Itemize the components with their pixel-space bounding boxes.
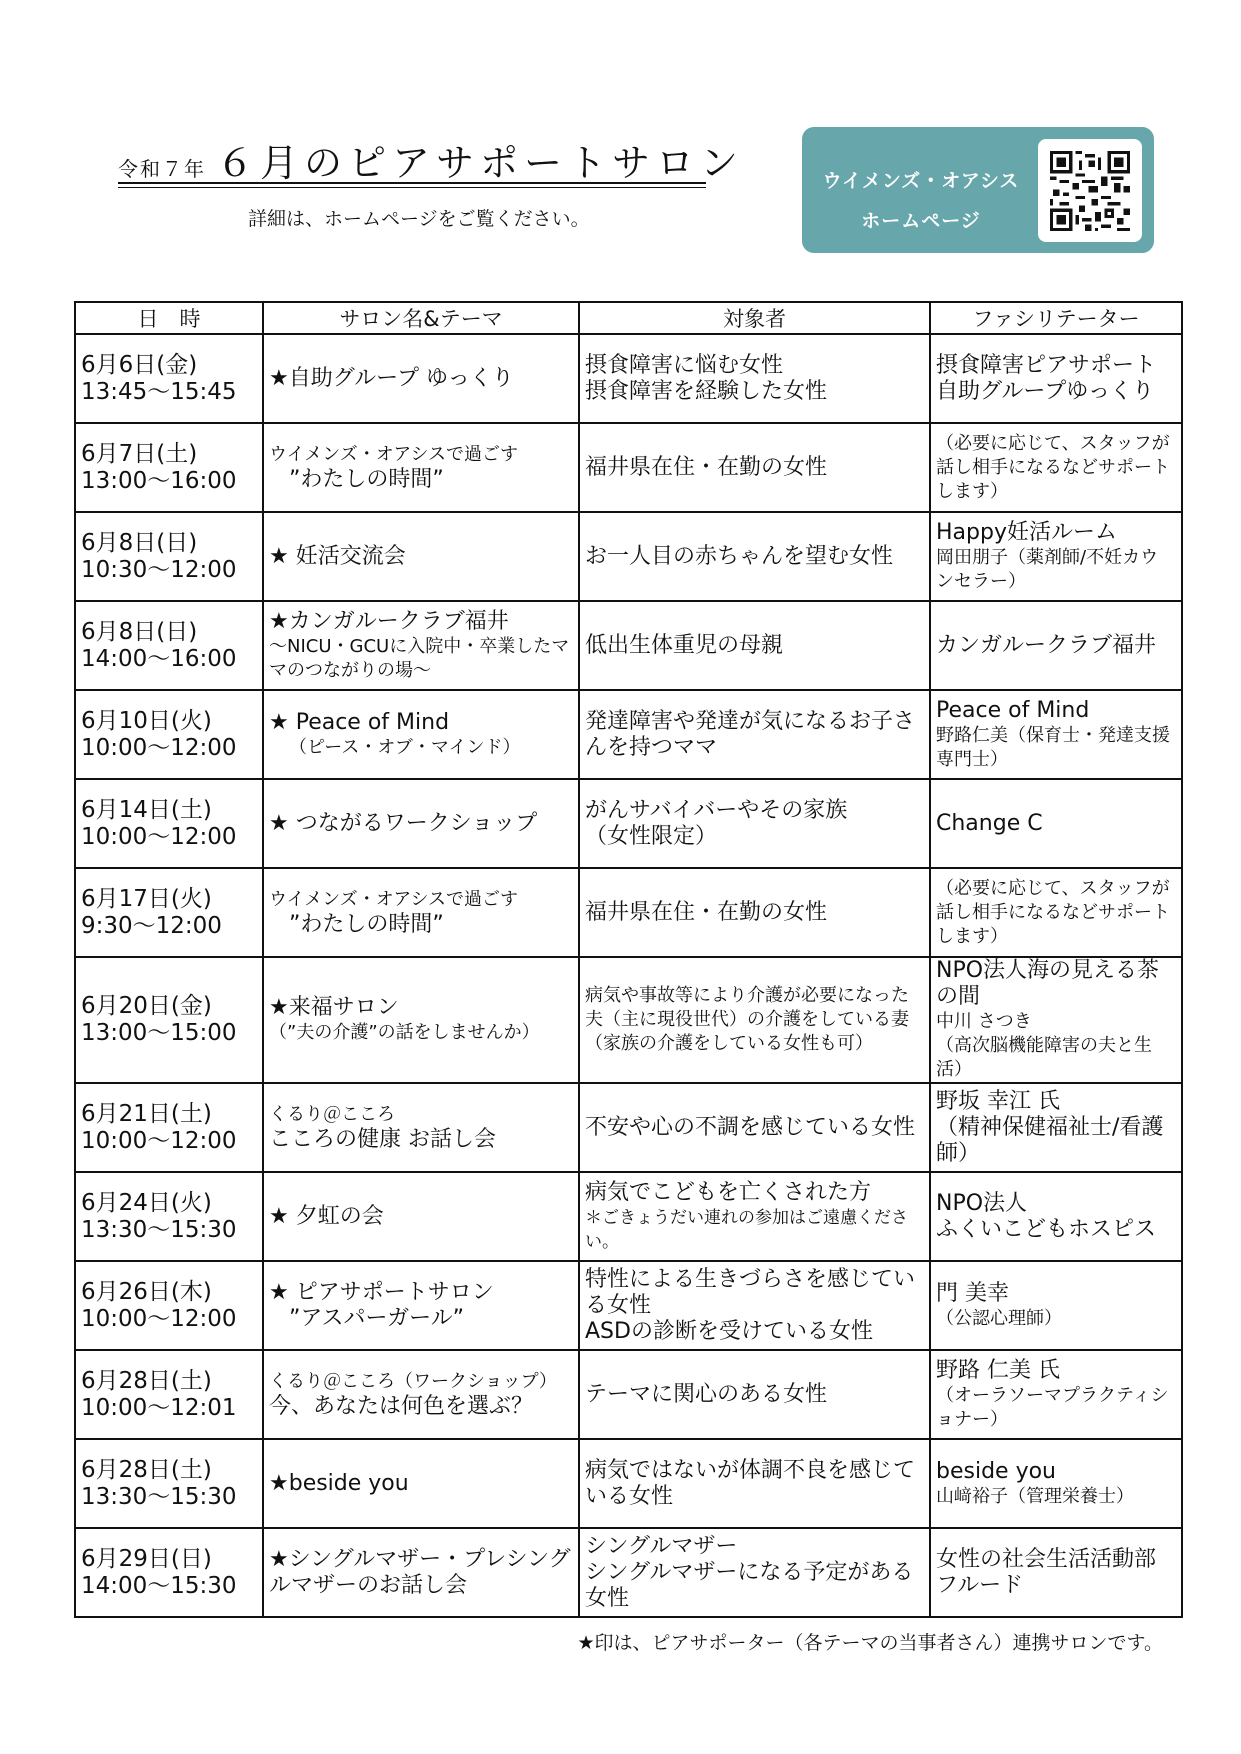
cell-salon	[263, 957, 579, 1083]
row-date: 6月14日(土)	[81, 796, 212, 823]
cell-target	[579, 957, 930, 1083]
salon-theme: ”アスパーガール”	[289, 1305, 465, 1331]
salon-name: ★ ピアサポートサロン	[269, 1279, 494, 1305]
table-row	[75, 1439, 1182, 1528]
target-note: ＊ごきょうだい連れの参加はご遠慮ください。	[585, 1207, 908, 1252]
cell-facilitator	[930, 957, 1182, 1083]
salon-name: ★シングルマザー・プレシングルマザーのお話し会	[269, 1546, 571, 1598]
cell-datetime	[75, 1528, 263, 1617]
salon-name: ★自助グループ ゆっくり	[269, 365, 514, 391]
cell-datetime	[75, 601, 263, 690]
row-date: 6月6日(金)	[81, 351, 198, 378]
salon-name: ★来福サロン	[269, 995, 399, 1020]
cell-salon	[263, 1350, 579, 1439]
table-row	[75, 779, 1182, 868]
target-text: 発達障害や発達が気になるお子さんを持つママ	[585, 708, 916, 760]
salon-theme: ”わたしの時間”	[289, 911, 444, 937]
salon-theme: 今、あなたは何色を選ぶ？	[269, 1393, 534, 1419]
cell-facilitator	[930, 868, 1182, 957]
header-datetime: 日 時	[75, 302, 263, 334]
target-text: がんサバイバーやその家族 （女性限定）	[585, 797, 848, 849]
title-underline	[118, 182, 706, 188]
cell-target	[579, 334, 930, 423]
cell-target	[579, 423, 930, 512]
cell-target	[579, 1261, 930, 1350]
header-facilitator: ファシリテーター	[930, 302, 1182, 334]
facilitator-text: カンガルークラブ福井	[936, 632, 1157, 658]
qr-code-icon[interactable]	[1038, 139, 1142, 242]
cell-datetime	[75, 957, 263, 1083]
cell-target	[579, 779, 930, 868]
facilitator-text: beside you	[936, 1458, 1056, 1484]
cell-datetime	[75, 1261, 263, 1350]
cell-facilitator	[930, 334, 1182, 423]
table-row	[75, 957, 1182, 1083]
salon-name: ウイメンズ・オアシスで過ごす	[269, 888, 518, 910]
target-text: 病気や事故等により介護が必要になった夫（主に現役世代）の介護をしている妻（家族の介護をしている女性も可）	[585, 985, 909, 1054]
cell-facilitator	[930, 1172, 1182, 1261]
row-date: 6月29日(日)	[81, 1545, 212, 1572]
row-time: 10:00～12:01	[81, 1394, 237, 1421]
target-text: シングルマザー シングルマザーになる予定がある女性	[585, 1533, 914, 1611]
cell-salon	[263, 1172, 579, 1261]
row-time: 9:30～12:00	[81, 912, 222, 939]
subtitle: 詳細は、ホームページをご覧ください。	[248, 208, 590, 230]
title-prefix: 令和７年	[118, 157, 206, 181]
salon-name: ★ つながるワークショップ	[269, 810, 538, 836]
facilitator-detail: （公認心理師）	[936, 1307, 1062, 1329]
table-row	[75, 334, 1182, 423]
salon-name: くるり＠こころ	[269, 1103, 395, 1125]
cell-salon	[263, 1439, 579, 1528]
cell-facilitator	[930, 423, 1182, 512]
row-date: 6月8日(日)	[81, 618, 198, 645]
salon-name: ★ 夕虹の会	[269, 1203, 384, 1229]
target-text: テーマに関心のある女性	[585, 1381, 828, 1407]
cell-target	[579, 868, 930, 957]
homepage-label-line1: ウイメンズ・オアシス	[822, 170, 1020, 192]
cell-datetime	[75, 690, 263, 779]
cell-facilitator	[930, 1261, 1182, 1350]
row-time: 10:00～12:00	[81, 823, 237, 850]
salon-theme: （ピース・オブ・マインド）	[289, 736, 521, 758]
facilitator-text: 門 美幸	[936, 1280, 1009, 1306]
row-time: 10:00～12:00	[81, 1127, 237, 1154]
target-text: 摂食障害に悩む女性 摂食障害を経験した女性	[585, 352, 828, 404]
facilitator-text: NPO法人 ふくいこどもホスピス	[936, 1190, 1157, 1242]
row-time: 13:00～15:00	[81, 1020, 237, 1046]
salon-name: ★ Peace of Mind	[269, 709, 450, 735]
cell-datetime	[75, 1083, 263, 1172]
target-text: 病気ではないが体調不良を感じている女性	[585, 1457, 916, 1509]
row-time: 13:30～15:30	[81, 1216, 237, 1243]
cell-facilitator	[930, 1350, 1182, 1439]
facilitator-text: NPO法人海の見える茶の間	[936, 958, 1160, 1009]
page-title: ６月のピアサポートサロン	[216, 141, 745, 185]
cell-facilitator	[930, 690, 1182, 779]
facilitator-text: （必要に応じて、スタッフが話し相手になるなどサポートします）	[936, 877, 1170, 947]
row-time: 10:00～12:00	[81, 1305, 237, 1332]
facilitator-detail: 岡田朋子（薬剤師/不妊カウンセラー）	[936, 546, 1159, 592]
row-time: 13:00～16:00	[81, 467, 237, 494]
row-time: 13:30～15:30	[81, 1483, 237, 1510]
cell-datetime	[75, 1350, 263, 1439]
row-time: 14:00～15:30	[81, 1572, 237, 1599]
cell-salon	[263, 690, 579, 779]
table-row	[75, 1083, 1182, 1172]
cell-datetime	[75, 512, 263, 601]
row-time: 10:30～12:00	[81, 556, 237, 583]
row-time: 13:45～15:45	[81, 378, 237, 405]
schedule-table	[74, 301, 1183, 1618]
facilitator-text: 野坂 幸江 氏 （精神保健福祉士/看護師）	[936, 1088, 1164, 1166]
cell-datetime	[75, 334, 263, 423]
footnote: ★印は、ピアサポーター（各テーマの当事者さん）連携サロンです。	[577, 1632, 1163, 1654]
facilitator-detail: （オーラソーマプラクティショナー）	[936, 1384, 1169, 1430]
salon-theme: ”わたしの時間”	[289, 466, 444, 492]
cell-target	[579, 1083, 930, 1172]
cell-salon	[263, 334, 579, 423]
cell-target	[579, 1350, 930, 1439]
row-date: 6月20日(金)	[81, 993, 212, 1019]
cell-target	[579, 1528, 930, 1617]
cell-salon	[263, 512, 579, 601]
cell-facilitator	[930, 512, 1182, 601]
cell-facilitator	[930, 1528, 1182, 1617]
target-text: 病気でこどもを亡くされた方	[585, 1179, 872, 1205]
header-target: 対象者	[579, 302, 930, 334]
cell-salon	[263, 423, 579, 512]
row-date: 6月17日(火)	[81, 885, 212, 912]
target-text: お一人目の赤ちゃんを望む女性	[585, 543, 894, 569]
target-text: 特性による生きづらさを感じている女性 ASDの診断を受けている女性	[585, 1266, 916, 1344]
facilitator-text: （必要に応じて、スタッフが話し相手になるなどサポートします）	[936, 432, 1170, 502]
cell-salon	[263, 779, 579, 868]
cell-target	[579, 690, 930, 779]
row-date: 6月7日(土)	[81, 440, 198, 467]
row-date: 6月24日(火)	[81, 1189, 212, 1216]
cell-datetime	[75, 423, 263, 512]
row-date: 6月10日(火)	[81, 707, 212, 734]
facilitator-text: 摂食障害ピアサポート 自助グループゆっくり	[936, 352, 1157, 404]
facilitator-text: Change C	[936, 810, 1043, 836]
salon-theme: こころの健康 お話し会	[269, 1126, 496, 1152]
salon-name: くるり＠こころ（ワークショップ）	[269, 1370, 557, 1392]
salon-name: ★ 妊活交流会	[269, 543, 406, 569]
row-time: 14:00～16:00	[81, 645, 237, 672]
cell-salon	[263, 1083, 579, 1172]
cell-target	[579, 1172, 930, 1261]
salon-theme: ～NICU・GCUに入院中・卒業したママのつながりの場～	[269, 635, 570, 681]
salon-name: ★カンガルークラブ福井	[269, 608, 509, 634]
facilitator-text: Happy妊活ルーム	[936, 519, 1117, 545]
cell-target	[579, 1439, 930, 1528]
cell-salon	[263, 868, 579, 957]
facilitator-detail: 中川 さつき （高次脳機能障害の夫と生活）	[936, 1011, 1152, 1080]
cell-salon	[263, 1261, 579, 1350]
homepage-label	[816, 161, 1026, 241]
row-date: 6月28日(土)	[81, 1456, 212, 1483]
cell-target	[579, 512, 930, 601]
table-row	[75, 690, 1182, 779]
facilitator-text: 女性の社会生活活動部フルード	[936, 1546, 1157, 1598]
table-row	[75, 1528, 1182, 1617]
facilitator-detail: 野路仁美（保育士・発達支援専門士）	[936, 724, 1170, 770]
table-header-row	[75, 302, 1182, 334]
table-row	[75, 1350, 1182, 1439]
table-row	[75, 512, 1182, 601]
facilitator-text: Peace of Mind	[936, 697, 1090, 723]
target-text: 福井県在住・在勤の女性	[585, 454, 828, 480]
homepage-banner[interactable]	[802, 127, 1154, 253]
homepage-label-line2: ホームページ	[861, 210, 981, 232]
target-text: 不安や心の不調を感じている女性	[585, 1114, 916, 1140]
cell-facilitator	[930, 601, 1182, 690]
table-row	[75, 1172, 1182, 1261]
target-text: 福井県在住・在勤の女性	[585, 899, 828, 925]
cell-salon	[263, 1528, 579, 1617]
title	[118, 132, 744, 187]
row-date: 6月28日(土)	[81, 1367, 212, 1394]
table-row	[75, 601, 1182, 690]
cell-facilitator	[930, 1439, 1182, 1528]
cell-facilitator	[930, 779, 1182, 868]
row-date: 6月21日(土)	[81, 1100, 212, 1127]
cell-target	[579, 601, 930, 690]
facilitator-detail: 山﨑裕子（管理栄養士）	[936, 1485, 1134, 1507]
header-salon: サロン名&テーマ	[263, 302, 579, 334]
cell-facilitator	[930, 1083, 1182, 1172]
cell-salon	[263, 601, 579, 690]
cell-datetime	[75, 1439, 263, 1528]
cell-datetime	[75, 779, 263, 868]
qr-code-graphic	[1050, 151, 1130, 231]
table-row	[75, 423, 1182, 512]
table-row	[75, 868, 1182, 957]
salon-name: ★beside you	[269, 1470, 409, 1496]
row-time: 10:00～12:00	[81, 734, 237, 761]
row-date: 6月26日(木)	[81, 1278, 212, 1305]
row-date: 6月8日(日)	[81, 529, 198, 556]
target-text: 低出生体重児の母親	[585, 632, 784, 658]
cell-datetime	[75, 868, 263, 957]
cell-datetime	[75, 1172, 263, 1261]
salon-theme: （”夫の介護”の話をしませんか）	[269, 1022, 540, 1043]
facilitator-text: 野路 仁美 氏	[936, 1357, 1060, 1383]
salon-name: ウイメンズ・オアシスで過ごす	[269, 443, 518, 465]
table-row	[75, 1261, 1182, 1350]
